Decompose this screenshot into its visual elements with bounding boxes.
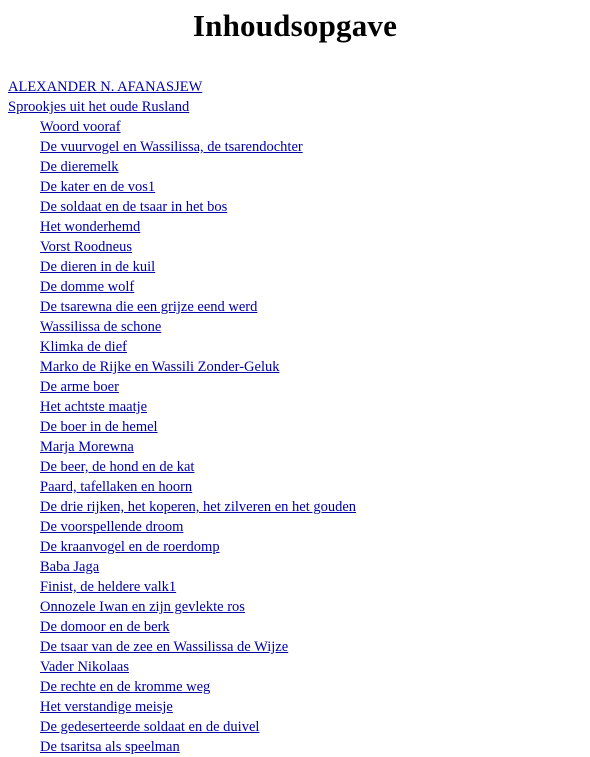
list-item — [8, 417, 590, 437]
chapter-link[interactable]: De dieren in de kuil — [40, 259, 156, 275]
list-item — [8, 397, 590, 417]
table-of-contents — [8, 77, 590, 757]
list-item — [8, 237, 590, 257]
chapter-link[interactable]: De tsarewna die een grijze eend werd — [40, 299, 258, 315]
toc-author-line — [8, 77, 590, 97]
list-item — [8, 217, 590, 237]
chapter-link[interactable]: De soldaat en de tsaar in het bos — [40, 199, 228, 215]
list-item — [8, 117, 590, 137]
chapter-link[interactable]: Marko de Rijke en Wassili Zonder-Geluk — [40, 359, 280, 375]
list-item — [8, 457, 590, 477]
list-item — [8, 157, 590, 177]
chapter-link[interactable]: De domme wolf — [40, 279, 135, 295]
chapter-link[interactable]: Marja Morewna — [40, 439, 134, 455]
author-link[interactable]: ALEXANDER N. AFANASJEW — [8, 79, 203, 95]
chapter-link[interactable]: De arme boer — [40, 379, 119, 395]
chapter-link[interactable]: Het wonderhemd — [40, 219, 141, 235]
list-item — [8, 277, 590, 297]
list-item — [8, 317, 590, 337]
chapter-link[interactable]: De drie rijken, het koperen, het zilveren en het gouden — [40, 499, 357, 515]
chapter-link[interactable]: De boer in de hemel — [40, 419, 158, 435]
chapter-link[interactable]: De tsaritsa als speelman — [40, 739, 180, 755]
list-item — [8, 517, 590, 537]
list-item — [8, 437, 590, 457]
chapter-link[interactable]: Wassilissa de schone — [40, 319, 162, 335]
book-title-link[interactable]: Sprookjes uit het oude Rusland — [8, 99, 190, 115]
list-item — [8, 717, 590, 737]
list-item — [8, 377, 590, 397]
chapter-link[interactable]: De kater en de vos1 — [40, 179, 156, 195]
list-item — [8, 577, 590, 597]
chapter-link[interactable]: Baba Jaga — [40, 559, 100, 575]
list-item — [8, 637, 590, 657]
chapter-link[interactable]: Het verstandige meisje — [40, 699, 173, 715]
list-item — [8, 337, 590, 357]
chapter-link[interactable]: Vorst Roodneus — [40, 239, 132, 255]
list-item — [8, 297, 590, 317]
toc-book-line — [8, 97, 590, 117]
list-item — [8, 137, 590, 157]
chapter-link[interactable]: Finist, de heldere valk1 — [40, 579, 177, 595]
list-item — [8, 197, 590, 217]
list-item — [8, 617, 590, 637]
list-item — [8, 477, 590, 497]
chapter-link[interactable]: De dieremelk — [40, 159, 119, 175]
list-item — [8, 257, 590, 277]
list-item — [8, 737, 590, 757]
chapter-link[interactable]: De rechte en de kromme weg — [40, 679, 211, 695]
chapter-link[interactable]: De voorspellende droom — [40, 519, 184, 535]
chapter-link[interactable]: Vader Nikolaas — [40, 659, 129, 675]
chapter-link[interactable]: Woord vooraf — [40, 119, 121, 135]
list-item — [8, 537, 590, 557]
chapter-link[interactable]: De kraanvogel en de roerdomp — [40, 539, 220, 555]
list-item — [8, 177, 590, 197]
chapter-link[interactable]: Paard, tafellaken en hoorn — [40, 479, 193, 495]
chapter-link[interactable]: De beer, de hond en de kat — [40, 459, 195, 475]
list-item — [8, 357, 590, 377]
list-item — [8, 697, 590, 717]
chapter-link[interactable]: De tsaar van de zee en Wassilissa de Wijze — [40, 639, 289, 655]
list-item — [8, 597, 590, 617]
chapter-link[interactable]: Klimka de dief — [40, 339, 127, 355]
chapter-link[interactable]: De domoor en de berk — [40, 619, 170, 635]
chapter-list — [8, 117, 590, 757]
chapter-link[interactable]: Het achtste maatje — [40, 399, 148, 415]
page-title: Inhoudsopgave — [192, 8, 398, 43]
list-item — [8, 557, 590, 577]
list-item — [8, 657, 590, 677]
list-item — [8, 677, 590, 697]
chapter-link[interactable]: De vuurvogel en Wassilissa, de tsarendochter — [40, 139, 303, 155]
list-item — [8, 497, 590, 517]
chapter-link[interactable]: Onnozele Iwan en zijn gevlekte ros — [40, 599, 245, 615]
chapter-link[interactable]: De gedeserteerde soldaat en de duivel — [40, 719, 260, 735]
